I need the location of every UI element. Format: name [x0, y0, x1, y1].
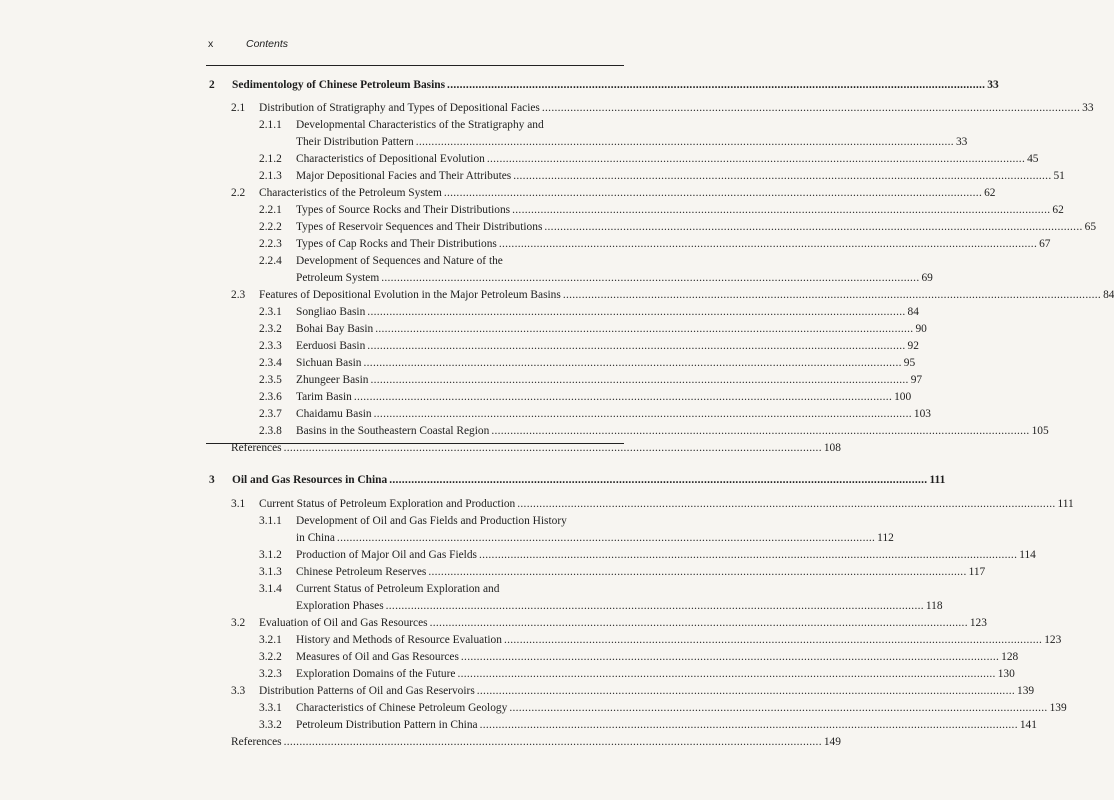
- toc-entry-title: Current Status of Petroleum Exploration and Production: [259, 498, 516, 510]
- toc-entry-title: Sedimentology of Chinese Petroleum Basins: [232, 79, 446, 91]
- dot-leader: [544, 220, 1082, 234]
- toc-entry-title: Petroleum System: [296, 272, 380, 284]
- dot-leader: [491, 424, 1029, 438]
- toc-entry-number: 2.2.3: [259, 238, 282, 250]
- toc-entry-title: Chinese Petroleum Reserves: [296, 566, 427, 578]
- toc-page-number: 67: [1039, 238, 1051, 250]
- toc-entry[interactable]: [259, 582, 624, 596]
- toc-entry-number: 2.3.5: [259, 374, 282, 386]
- dot-leader: [513, 169, 1051, 183]
- dot-leader: [284, 441, 822, 455]
- toc-entry-number: 2.3.8: [259, 425, 282, 437]
- toc-entry[interactable]: [296, 135, 968, 149]
- dot-leader: [354, 390, 892, 404]
- dot-leader: [480, 718, 1018, 732]
- toc-entry-number: 3.3: [231, 685, 246, 697]
- toc-entry-title: Exploration Phases: [296, 600, 384, 612]
- toc-entry-number: 2.3.7: [259, 408, 282, 420]
- toc-entry-number: 2.1.3: [259, 170, 282, 182]
- toc-entry[interactable]: [259, 407, 931, 421]
- toc-entry-title: Bohai Bay Basin: [296, 323, 374, 335]
- dot-leader: [457, 667, 995, 681]
- toc-entry-title: Evaluation of Oil and Gas Resources: [259, 617, 428, 629]
- toc-entry-title: Petroleum Distribution Pattern in China: [296, 719, 478, 731]
- toc-entry-number: 3.1.4: [259, 583, 282, 595]
- page-number: x: [208, 38, 214, 50]
- toc-entry-number: 3.2.2: [259, 651, 282, 663]
- toc-entry[interactable]: [259, 390, 912, 404]
- dot-leader: [416, 135, 954, 149]
- toc-page-number: 112: [877, 532, 894, 544]
- toc-page-number: 92: [907, 340, 919, 352]
- toc-entry[interactable]: [296, 271, 933, 285]
- running-title: Contents: [246, 38, 289, 50]
- toc-entry[interactable]: [259, 514, 624, 528]
- toc-entry-number: 3.3.2: [259, 719, 282, 731]
- toc-entry-number: 2: [209, 79, 215, 91]
- toc-entry-title: Production of Major Oil and Gas Fields: [296, 549, 477, 561]
- toc-references-entry[interactable]: [231, 441, 841, 455]
- toc-page-number: 105: [1031, 425, 1049, 437]
- toc-entry-title: Songliao Basin: [296, 306, 366, 318]
- toc-entry-number: 2.3.3: [259, 340, 282, 352]
- dot-leader: [563, 288, 1101, 302]
- toc-page-number: 108: [823, 442, 841, 454]
- toc-entry-title: Development of Sequences and Nature of the: [296, 255, 503, 267]
- dot-leader: [461, 650, 999, 664]
- toc-entry-title: Chaidamu Basin: [296, 408, 372, 420]
- toc-entry[interactable]: [259, 152, 1039, 166]
- dot-leader: [375, 322, 913, 336]
- toc-entry-number: 2.3.4: [259, 357, 282, 369]
- toc-page-number: 62: [1052, 204, 1064, 216]
- toc-entry-number: 2.2.4: [259, 255, 282, 267]
- toc-page-number: 130: [997, 668, 1015, 680]
- dot-leader: [517, 497, 1055, 511]
- toc-page-number: 141: [1019, 719, 1037, 731]
- toc-entry-number: 2.1: [231, 102, 246, 114]
- toc-page-number: 123: [1044, 634, 1062, 646]
- toc-page-number: 114: [1019, 549, 1036, 561]
- toc-entry[interactable]: [259, 701, 1067, 715]
- toc-page-number: 128: [1001, 651, 1019, 663]
- toc-entry-title: Characteristics of the Petroleum System: [259, 187, 442, 199]
- toc-page-number: 149: [823, 736, 841, 748]
- toc-entry[interactable]: [296, 599, 943, 613]
- toc-entry[interactable]: [231, 186, 996, 200]
- toc-page-number: 111: [929, 474, 946, 486]
- toc-page-number: 111: [1057, 498, 1074, 510]
- toc-entry-title: Current Status of Petroleum Exploration and: [296, 583, 500, 595]
- toc-entry[interactable]: [259, 339, 919, 353]
- toc-page-number: 84: [1103, 289, 1114, 301]
- dot-leader: [542, 101, 1080, 115]
- toc-entry-title: Tarim Basin: [296, 391, 352, 403]
- toc-page-number: 33: [955, 136, 968, 148]
- toc-entry-title: References: [231, 442, 282, 454]
- toc-entry[interactable]: [231, 616, 987, 630]
- toc-entry[interactable]: [259, 169, 1065, 183]
- toc-entry-number: 3.1.2: [259, 549, 282, 561]
- toc-entry[interactable]: [231, 684, 1035, 698]
- toc-entry-number: 2.3.2: [259, 323, 282, 335]
- toc-entry[interactable]: [259, 322, 927, 336]
- toc-entry[interactable]: [259, 424, 1049, 438]
- toc-entry-title: Types of Cap Rocks and Their Distributions: [296, 238, 497, 250]
- dot-leader: [477, 684, 1015, 698]
- toc-page-number: 33: [1082, 102, 1094, 114]
- toc-entry[interactable]: [259, 118, 624, 132]
- toc-entry-number: 2.3.6: [259, 391, 282, 403]
- toc-entry[interactable]: [296, 531, 894, 545]
- toc-page-number: 90: [915, 323, 927, 335]
- dot-leader: [444, 186, 982, 200]
- toc-entry[interactable]: [259, 718, 1037, 732]
- toc-entry[interactable]: [259, 237, 1051, 251]
- toc-entry-number: 2.3.1: [259, 306, 282, 318]
- toc-entry-title: Characteristics of Chinese Petroleum Geology: [296, 702, 508, 714]
- toc-page-number: 139: [1017, 685, 1035, 697]
- toc-entry-number: 3.2: [231, 617, 246, 629]
- toc-entry-number: 3.1.3: [259, 566, 282, 578]
- toc-entry-number: 2.2: [231, 187, 246, 199]
- dot-leader: [479, 548, 1017, 562]
- toc-entry-number: 2.3: [231, 289, 246, 301]
- dot-leader: [499, 237, 1037, 251]
- toc-entry[interactable]: [259, 254, 624, 268]
- toc-page-number: 118: [925, 600, 943, 612]
- toc-entry[interactable]: [259, 356, 916, 370]
- toc-entry-title: Major Depositional Facies and Their Attributes: [296, 170, 512, 182]
- toc-entry[interactable]: [259, 633, 1062, 647]
- toc-entry-number: 2.2.2: [259, 221, 282, 233]
- toc-page-number: 95: [903, 357, 916, 369]
- toc-entry[interactable]: [259, 203, 1064, 217]
- toc-entry-title: Exploration Domains of the Future: [296, 668, 456, 680]
- toc-entry[interactable]: [259, 305, 919, 319]
- dot-leader: [512, 203, 1050, 217]
- dot-leader: [428, 565, 966, 579]
- toc-entry[interactable]: [231, 497, 1074, 511]
- toc-chapter-entry[interactable]: [209, 473, 946, 487]
- toc-entry-number: 3: [209, 474, 215, 486]
- toc-entry-title: Characteristics of Depositional Evolution: [296, 153, 485, 165]
- toc-page-number: 97: [910, 374, 923, 386]
- toc-entry-title: Distribution Patterns of Oil and Gas Reservoirs: [259, 685, 475, 697]
- toc-entry[interactable]: [231, 288, 1114, 302]
- toc-page-number: 139: [1049, 702, 1067, 714]
- toc-entry-number: 3.3.1: [259, 702, 282, 714]
- dot-leader: [364, 356, 902, 370]
- toc-entry-number: 2.2.1: [259, 204, 282, 216]
- dot-leader: [337, 531, 875, 545]
- toc-entry-title: Oil and Gas Resources in China: [232, 474, 388, 486]
- dot-leader: [367, 339, 905, 353]
- dot-leader: [447, 78, 985, 92]
- toc-entry-number: 3.2.3: [259, 668, 282, 680]
- toc-entry[interactable]: [259, 565, 986, 579]
- toc-entry-title: Zhungeer Basin: [296, 374, 369, 386]
- toc-entry-title: Their Distribution Pattern: [296, 136, 414, 148]
- toc-chapter-entry[interactable]: [209, 78, 999, 92]
- dot-leader: [487, 152, 1025, 166]
- toc-entry[interactable]: [259, 373, 923, 387]
- toc-entry[interactable]: [259, 667, 1015, 681]
- toc-entry-number: 2.1.1: [259, 119, 282, 131]
- top-rule: [206, 65, 624, 66]
- toc-entry-title: Types of Reservoir Sequences and Their Distributions: [296, 221, 543, 233]
- dot-leader: [509, 701, 1047, 715]
- toc-page-number: 117: [968, 566, 986, 578]
- toc-entry-number: 3.2.1: [259, 634, 282, 646]
- toc-page-number: 45: [1027, 153, 1039, 165]
- dot-leader: [386, 599, 924, 613]
- toc-entry-title: Developmental Characteristics of the Stratigraphy and: [296, 119, 544, 131]
- toc-entry-title: History and Methods of Resource Evaluation: [296, 634, 502, 646]
- toc-entry-title: Measures of Oil and Gas Resources: [296, 651, 459, 663]
- toc-page-number: 100: [894, 391, 912, 403]
- toc-page-number: 69: [921, 272, 933, 284]
- toc-entry-number: 2.1.2: [259, 153, 282, 165]
- toc-entry-title: References: [231, 736, 282, 748]
- dot-leader: [370, 373, 908, 387]
- toc-entry[interactable]: [259, 650, 1019, 664]
- dot-leader: [381, 271, 919, 285]
- dot-leader: [504, 633, 1042, 647]
- toc-references-entry[interactable]: [231, 735, 841, 749]
- toc-page-number: 84: [907, 306, 919, 318]
- dot-leader: [430, 616, 968, 630]
- toc-page-number: 33: [987, 79, 999, 91]
- toc-entry-title: Distribution of Stratigraphy and Types of Depositional Facies: [259, 102, 540, 114]
- toc-entry-number: 3.1: [231, 498, 246, 510]
- toc-entry-title: Types of Source Rocks and Their Distributions: [296, 204, 511, 216]
- toc-entry-title: in China: [296, 532, 335, 544]
- dot-leader: [284, 735, 822, 749]
- dot-leader: [367, 305, 905, 319]
- dot-leader: [389, 473, 927, 487]
- toc-page-number: 62: [984, 187, 996, 199]
- toc-entry-title: Basins in the Southeastern Coastal Region: [296, 425, 490, 437]
- toc-entry[interactable]: [259, 220, 1097, 234]
- toc-page-number: 51: [1053, 170, 1065, 182]
- toc-page-number: 65: [1084, 221, 1097, 233]
- toc-entry[interactable]: [259, 548, 1036, 562]
- toc-entry[interactable]: [231, 101, 1094, 115]
- dot-leader: [374, 407, 912, 421]
- toc-entry-title: Sichuan Basin: [296, 357, 362, 369]
- toc-page-number: 103: [913, 408, 931, 420]
- toc-page-number: 123: [969, 617, 987, 629]
- toc-entry-title: Eerduosi Basin: [296, 340, 366, 352]
- toc-entry-title: Features of Depositional Evolution in the Major Petroleum Basins: [259, 289, 561, 301]
- toc-entry-title: Development of Oil and Gas Fields and Production History: [296, 515, 567, 527]
- toc-entry-number: 3.1.1: [259, 515, 282, 527]
